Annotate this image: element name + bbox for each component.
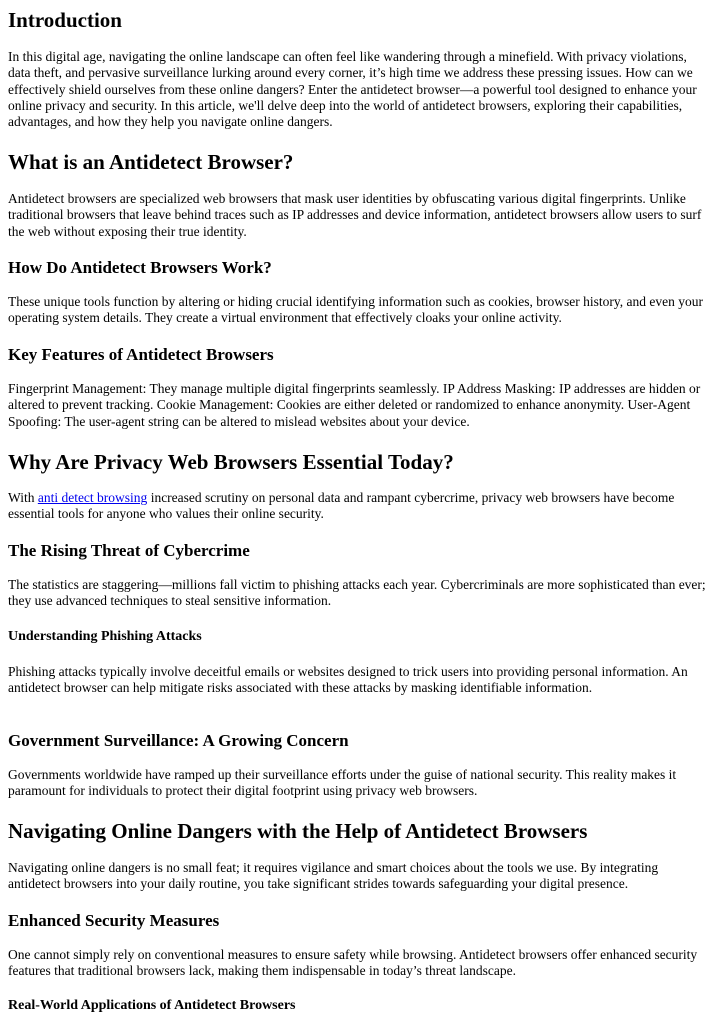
section-heading-what-is: What is an Antidetect Browser? [8,150,294,174]
paragraph-navigating: Navigating online dangers is no small feat; it requires vigilance and smart choices about the tools we use. By integrating antidetect browsers into your daily routine, you take significant strides towards safeguarding your digital presence. [8,860,659,892]
subheading-key-features: Key Features of Antidetect Browsers [8,345,274,364]
anti-detect-browsing-link[interactable]: anti detect browsing [37,490,148,505]
paragraph-text: increased scrutiny on personal data and rampant cybercrime, privacy web browsers have become essential tools for anyone who values their online security. [8,490,675,522]
subheading-surveillance: Government Surveillance: A Growing Concern [8,731,349,750]
subheading-security: Enhanced Security Measures [8,911,220,930]
paragraph-phishing: Phishing attacks typically involve deceitful emails or websites designed to trick users into providing personal information. An antidetect browser can help mitigate risks associated with these attacks by masking identifiable information. [8,664,688,696]
paragraph-key-features: Fingerprint Management: They manage multiple digital fingerprints seamlessly. IP Address Masking: IP addresses are hidden or altered to prevent tracking. Cookie Management: Cookies are either deleted or randomized to enhance anonymity. User-Agent Spoofing: The user-agent string can be altered to mislead websites about your device. [8,381,701,429]
subheading-rising-threat: The Rising Threat of Cybercrime [8,541,250,560]
section-heading-introduction: Introduction [8,8,122,32]
paragraph-why-essential [8,490,706,523]
paragraph-text: With [8,490,38,505]
subheading-real-world: Real-World Applications of Antidetect Browsers [8,998,296,1013]
subheading-phishing: Understanding Phishing Attacks [8,629,202,644]
paragraph-what-is: Antidetect browsers are specialized web browsers that mask user identities by obfuscating various digital fingerprints. Unlike traditional browsers that leave behind traces such as IP addresses and device information, antidetect browsers allow users to surf the web without exposing their true identity. [8,191,702,239]
paragraph-introduction: In this digital age, navigating the online landscape can often feel like wandering through a minefield. With privacy violations, data theft, and pervasive surveillance lurking around every corner, it’s high time we address these pressing issues. How can we effectively shield ourselves from these online dangers? Enter the antidetect browser—a powerful tool designed to enhance your online privacy and security. In this article, we'll delve deep into the world of antidetect browsers, exploring their capabilities, advantages, and how they help you navigate online dangers. [8,49,697,130]
section-heading-navigating: Navigating Online Dangers with the Help of Antidetect Browsers [8,819,588,843]
paragraph-security: One cannot simply rely on conventional measures to ensure safety while browsing. Antidetect browsers offer enhanced security features that traditional browsers lack, making them indispensable in today’s threat landscape. [8,947,698,979]
subheading-how-work: How Do Antidetect Browsers Work? [8,258,272,277]
paragraph-surveillance: Governments worldwide have ramped up their surveillance efforts under the guise of national security. This reality makes it paramount for individuals to protect their digital footprint using privacy web browsers. [8,767,677,799]
paragraph-how-work: These unique tools function by altering or hiding crucial identifying information such as cookies, browser history, and even your operating system details. They create a virtual environment that effectively cloaks your online activity. [8,294,703,326]
paragraph-rising-threat: The statistics are staggering—millions fall victim to phishing attacks each year. Cybercriminals are more sophisticated than ever; they use advanced techniques to steal sensitive information. [8,577,706,609]
section-heading-why-essential: Why Are Privacy Web Browsers Essential Today? [8,450,454,474]
